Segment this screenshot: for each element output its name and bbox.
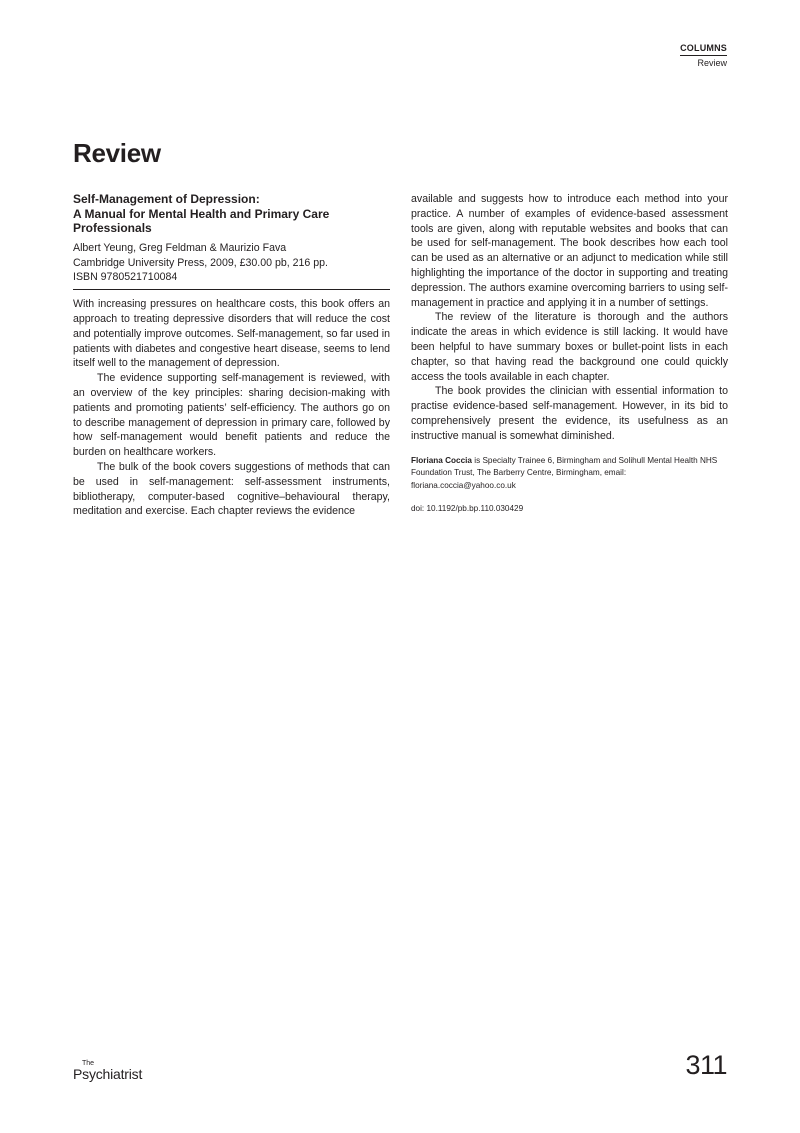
body-paragraph-3-continued: available and suggests how to introduce each method into your practice. A number of examples of evidence-based assessment tools are given, along with reputable websites and books that can be used for self-management. The book describes how each tool can be used as an alternative or an adjunct to medication while still highlighting the importance of the doctor in supporting and treating depression. The authors examine overcoming barriers to using self-management in practice and applying it in a number of settings.: [411, 193, 728, 309]
right-column: [411, 192, 728, 515]
logo-psychiatrist: Psychiatrist: [73, 1066, 143, 1082]
book-publisher: Cambridge University Press, 2009, £30.00 pb, 216 pp.: [73, 256, 328, 269]
reviewer-note: [411, 455, 728, 493]
body-paragraph-2: The evidence supporting self-management is reviewed, with an overview of the key principles: sharing decision-making with patients and promoting patients’ self-efficiency. The authors go on to describe management of depression in primary care, followed by how self-management would benefit patients and reduce the burden on healthcare workers.: [73, 372, 390, 459]
book-title-line: Self-Management of Depression:: [73, 192, 260, 206]
page-number: 311: [685, 1050, 727, 1080]
doi: doi: 10.1192/pb.bp.110.030429: [411, 503, 524, 513]
running-head-section: COLUMNS: [680, 43, 727, 56]
running-head: [680, 38, 727, 68]
running-head-subsection: Review: [697, 58, 727, 68]
reviewer-details: is Specialty Trainee 6, Birmingham and Solihull Mental Health NHS Foundation Trust, The Barberry Centre, Birmingham, email: floriana.coccia@yahoo.co.uk: [411, 455, 718, 491]
body-paragraph-4: The review of the literature is thorough and the authors indicate the areas in which evidence is still lacking. It would have been helpful to have summary boxes or bullet-point lists in each chapter, so that having read the background one could quickly access the tools available in each chapter.: [411, 311, 728, 383]
book-title: [73, 192, 390, 236]
book-title-line: A Manual for Mental Health and Primary Care: [73, 206, 330, 221]
left-column: [73, 192, 390, 519]
body-paragraph-3-start: The bulk of the book covers suggestions of methods that can be used in self-management: self-assessment instruments, bibliotherapy, computer-based cognitive–behavioural therapy, meditation and exercise. Each chapter reviews the evidence: [73, 460, 390, 518]
logo-the: The: [82, 1060, 95, 1067]
book-isbn: ISBN 9780521710084: [73, 271, 178, 284]
page-title: Review: [73, 138, 161, 168]
reviewer-name: Floriana Coccia: [411, 455, 472, 465]
body-paragraph-1: With increasing pressures on healthcare costs, this book offers an approach to treating depressive disorders that will reduce the cost and potentially improve outcomes. Self-management, so far used in patients with diabetes and congestive heart disease, seems to lend itself well to the management of depression.: [73, 298, 390, 370]
book-title-line: Professionals: [73, 221, 152, 236]
book-metadata: [73, 241, 390, 290]
journal-logo: [73, 1060, 142, 1082]
book-authors: Albert Yeung, Greg Feldman & Maurizio Fava: [73, 241, 287, 254]
body-paragraph-5: The book provides the clinician with essential information to practise evidence-based self-management. However, in its bid to comprehensively present the evidence, its usefulness as an instructive manual is somewhat diminished.: [411, 385, 728, 442]
